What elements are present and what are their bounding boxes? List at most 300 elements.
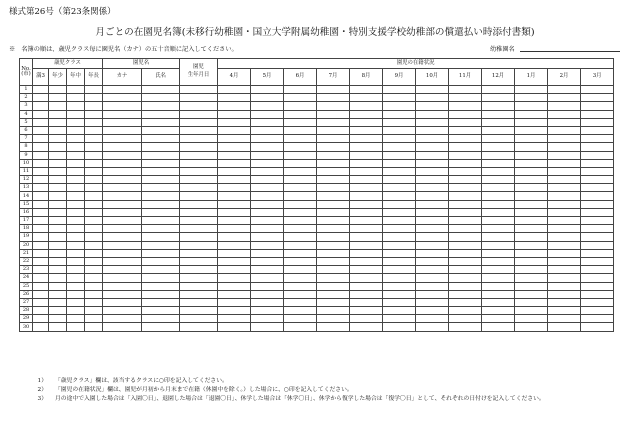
entry-cell[interactable] (581, 200, 614, 208)
entry-cell[interactable] (416, 208, 449, 216)
entry-cell[interactable] (49, 143, 67, 151)
entry-cell[interactable] (85, 233, 103, 241)
entry-cell[interactable] (251, 290, 284, 298)
entry-cell[interactable] (317, 184, 350, 192)
entry-cell[interactable] (67, 151, 85, 159)
entry-cell[interactable] (548, 159, 581, 167)
entry-cell[interactable] (317, 135, 350, 143)
kindergarten-name-field[interactable] (520, 51, 620, 52)
entry-cell[interactable] (142, 307, 180, 315)
entry-cell[interactable] (49, 315, 67, 323)
entry-cell[interactable] (67, 249, 85, 257)
entry-cell[interactable] (284, 233, 317, 241)
entry-cell[interactable] (67, 217, 85, 225)
entry-cell[interactable] (317, 126, 350, 134)
entry-cell[interactable] (581, 274, 614, 282)
entry-cell[interactable] (581, 241, 614, 249)
entry-cell[interactable] (581, 323, 614, 331)
entry-cell[interactable] (142, 233, 180, 241)
entry-cell[interactable] (548, 298, 581, 306)
entry-cell[interactable] (350, 126, 383, 134)
entry-cell[interactable] (383, 110, 416, 118)
entry-cell[interactable] (49, 241, 67, 249)
entry-cell[interactable] (218, 208, 251, 216)
entry-cell[interactable] (383, 282, 416, 290)
entry-cell[interactable] (515, 94, 548, 102)
entry-cell[interactable] (142, 241, 180, 249)
entry-cell[interactable] (416, 233, 449, 241)
entry-cell[interactable] (103, 298, 142, 306)
entry-cell[interactable] (515, 159, 548, 167)
entry-cell[interactable] (85, 217, 103, 225)
entry-cell[interactable] (383, 167, 416, 175)
entry-cell[interactable] (218, 257, 251, 265)
entry-cell[interactable] (284, 176, 317, 184)
entry-cell[interactable] (142, 208, 180, 216)
entry-cell[interactable] (49, 86, 67, 94)
entry-cell[interactable] (350, 135, 383, 143)
entry-cell[interactable] (85, 282, 103, 290)
entry-cell[interactable] (251, 208, 284, 216)
entry-cell[interactable] (67, 323, 85, 331)
entry-cell[interactable] (383, 241, 416, 249)
entry-cell[interactable] (85, 192, 103, 200)
entry-cell[interactable] (515, 217, 548, 225)
entry-cell[interactable] (284, 217, 317, 225)
entry-cell[interactable] (284, 298, 317, 306)
entry-cell[interactable] (180, 208, 218, 216)
entry-cell[interactable] (548, 233, 581, 241)
entry-cell[interactable] (284, 118, 317, 126)
entry-cell[interactable] (33, 266, 49, 274)
entry-cell[interactable] (482, 266, 515, 274)
entry-cell[interactable] (482, 167, 515, 175)
entry-cell[interactable] (49, 110, 67, 118)
entry-cell[interactable] (33, 102, 49, 110)
entry-cell[interactable] (218, 167, 251, 175)
entry-cell[interactable] (103, 323, 142, 331)
entry-cell[interactable] (103, 249, 142, 257)
entry-cell[interactable] (317, 274, 350, 282)
entry-cell[interactable] (383, 233, 416, 241)
entry-cell[interactable] (33, 94, 49, 102)
entry-cell[interactable] (515, 208, 548, 216)
entry-cell[interactable] (142, 290, 180, 298)
entry-cell[interactable] (180, 151, 218, 159)
entry-cell[interactable] (482, 176, 515, 184)
entry-cell[interactable] (548, 184, 581, 192)
entry-cell[interactable] (33, 184, 49, 192)
entry-cell[interactable] (449, 192, 482, 200)
entry-cell[interactable] (515, 176, 548, 184)
entry-cell[interactable] (67, 135, 85, 143)
entry-cell[interactable] (85, 274, 103, 282)
entry-cell[interactable] (317, 241, 350, 249)
entry-cell[interactable] (416, 249, 449, 257)
entry-cell[interactable] (33, 307, 49, 315)
entry-cell[interactable] (383, 94, 416, 102)
entry-cell[interactable] (67, 118, 85, 126)
entry-cell[interactable] (449, 307, 482, 315)
entry-cell[interactable] (515, 266, 548, 274)
entry-cell[interactable] (317, 282, 350, 290)
entry-cell[interactable] (85, 167, 103, 175)
entry-cell[interactable] (103, 266, 142, 274)
entry-cell[interactable] (416, 217, 449, 225)
entry-cell[interactable] (515, 323, 548, 331)
entry-cell[interactable] (548, 135, 581, 143)
entry-cell[interactable] (142, 225, 180, 233)
entry-cell[interactable] (85, 208, 103, 216)
entry-cell[interactable] (251, 102, 284, 110)
entry-cell[interactable] (67, 159, 85, 167)
entry-cell[interactable] (218, 192, 251, 200)
entry-cell[interactable] (218, 290, 251, 298)
entry-cell[interactable] (284, 274, 317, 282)
entry-cell[interactable] (103, 184, 142, 192)
entry-cell[interactable] (33, 86, 49, 94)
entry-cell[interactable] (449, 249, 482, 257)
entry-cell[interactable] (482, 192, 515, 200)
entry-cell[interactable] (33, 118, 49, 126)
entry-cell[interactable] (515, 315, 548, 323)
entry-cell[interactable] (416, 86, 449, 94)
entry-cell[interactable] (350, 110, 383, 118)
entry-cell[interactable] (103, 192, 142, 200)
entry-cell[interactable] (251, 143, 284, 151)
entry-cell[interactable] (49, 94, 67, 102)
entry-cell[interactable] (449, 159, 482, 167)
entry-cell[interactable] (350, 94, 383, 102)
entry-cell[interactable] (218, 241, 251, 249)
entry-cell[interactable] (251, 110, 284, 118)
entry-cell[interactable] (103, 315, 142, 323)
entry-cell[interactable] (251, 233, 284, 241)
entry-cell[interactable] (85, 94, 103, 102)
entry-cell[interactable] (383, 266, 416, 274)
entry-cell[interactable] (350, 298, 383, 306)
entry-cell[interactable] (416, 167, 449, 175)
entry-cell[interactable] (383, 135, 416, 143)
entry-cell[interactable] (383, 225, 416, 233)
entry-cell[interactable] (180, 159, 218, 167)
entry-cell[interactable] (383, 192, 416, 200)
entry-cell[interactable] (103, 241, 142, 249)
entry-cell[interactable] (350, 86, 383, 94)
entry-cell[interactable] (218, 102, 251, 110)
entry-cell[interactable] (350, 167, 383, 175)
entry-cell[interactable] (180, 143, 218, 151)
entry-cell[interactable] (449, 208, 482, 216)
entry-cell[interactable] (482, 290, 515, 298)
entry-cell[interactable] (317, 298, 350, 306)
entry-cell[interactable] (317, 315, 350, 323)
entry-cell[interactable] (142, 118, 180, 126)
entry-cell[interactable] (33, 135, 49, 143)
entry-cell[interactable] (581, 143, 614, 151)
entry-cell[interactable] (581, 167, 614, 175)
entry-cell[interactable] (581, 94, 614, 102)
entry-cell[interactable] (85, 126, 103, 134)
entry-cell[interactable] (317, 266, 350, 274)
entry-cell[interactable] (350, 315, 383, 323)
entry-cell[interactable] (482, 126, 515, 134)
entry-cell[interactable] (142, 184, 180, 192)
entry-cell[interactable] (416, 307, 449, 315)
entry-cell[interactable] (482, 225, 515, 233)
entry-cell[interactable] (218, 118, 251, 126)
entry-cell[interactable] (515, 143, 548, 151)
entry-cell[interactable] (103, 225, 142, 233)
entry-cell[interactable] (33, 143, 49, 151)
entry-cell[interactable] (85, 184, 103, 192)
entry-cell[interactable] (49, 323, 67, 331)
entry-cell[interactable] (581, 249, 614, 257)
entry-cell[interactable] (67, 208, 85, 216)
entry-cell[interactable] (383, 208, 416, 216)
entry-cell[interactable] (515, 298, 548, 306)
entry-cell[interactable] (180, 307, 218, 315)
entry-cell[interactable] (103, 257, 142, 265)
entry-cell[interactable] (581, 102, 614, 110)
entry-cell[interactable] (33, 274, 49, 282)
entry-cell[interactable] (251, 249, 284, 257)
entry-cell[interactable] (251, 151, 284, 159)
entry-cell[interactable] (350, 290, 383, 298)
entry-cell[interactable] (49, 118, 67, 126)
entry-cell[interactable] (142, 167, 180, 175)
entry-cell[interactable] (383, 290, 416, 298)
entry-cell[interactable] (416, 118, 449, 126)
entry-cell[interactable] (218, 184, 251, 192)
entry-cell[interactable] (416, 315, 449, 323)
entry-cell[interactable] (416, 282, 449, 290)
entry-cell[interactable] (142, 282, 180, 290)
entry-cell[interactable] (67, 307, 85, 315)
entry-cell[interactable] (317, 159, 350, 167)
entry-cell[interactable] (383, 323, 416, 331)
entry-cell[interactable] (33, 176, 49, 184)
entry-cell[interactable] (515, 307, 548, 315)
entry-cell[interactable] (449, 290, 482, 298)
entry-cell[interactable] (67, 102, 85, 110)
entry-cell[interactable] (33, 241, 49, 249)
entry-cell[interactable] (317, 290, 350, 298)
entry-cell[interactable] (218, 159, 251, 167)
entry-cell[interactable] (350, 208, 383, 216)
entry-cell[interactable] (515, 118, 548, 126)
entry-cell[interactable] (317, 192, 350, 200)
entry-cell[interactable] (33, 290, 49, 298)
entry-cell[interactable] (383, 298, 416, 306)
entry-cell[interactable] (284, 192, 317, 200)
entry-cell[interactable] (33, 110, 49, 118)
entry-cell[interactable] (218, 135, 251, 143)
entry-cell[interactable] (85, 86, 103, 94)
entry-cell[interactable] (317, 200, 350, 208)
entry-cell[interactable] (251, 167, 284, 175)
entry-cell[interactable] (85, 176, 103, 184)
entry-cell[interactable] (482, 233, 515, 241)
entry-cell[interactable] (317, 102, 350, 110)
entry-cell[interactable] (49, 102, 67, 110)
entry-cell[interactable] (482, 282, 515, 290)
entry-cell[interactable] (581, 151, 614, 159)
entry-cell[interactable] (49, 249, 67, 257)
entry-cell[interactable] (180, 315, 218, 323)
entry-cell[interactable] (548, 274, 581, 282)
entry-cell[interactable] (449, 323, 482, 331)
entry-cell[interactable] (284, 315, 317, 323)
entry-cell[interactable] (33, 192, 49, 200)
entry-cell[interactable] (142, 217, 180, 225)
entry-cell[interactable] (49, 151, 67, 159)
entry-cell[interactable] (482, 143, 515, 151)
entry-cell[interactable] (515, 249, 548, 257)
entry-cell[interactable] (482, 184, 515, 192)
entry-cell[interactable] (515, 233, 548, 241)
entry-cell[interactable] (383, 249, 416, 257)
entry-cell[interactable] (103, 200, 142, 208)
entry-cell[interactable] (49, 135, 67, 143)
entry-cell[interactable] (85, 102, 103, 110)
entry-cell[interactable] (317, 208, 350, 216)
entry-cell[interactable] (548, 102, 581, 110)
entry-cell[interactable] (515, 126, 548, 134)
entry-cell[interactable] (33, 217, 49, 225)
entry-cell[interactable] (67, 176, 85, 184)
entry-cell[interactable] (142, 323, 180, 331)
entry-cell[interactable] (180, 249, 218, 257)
entry-cell[interactable] (581, 282, 614, 290)
entry-cell[interactable] (416, 266, 449, 274)
entry-cell[interactable] (180, 118, 218, 126)
entry-cell[interactable] (180, 282, 218, 290)
entry-cell[interactable] (49, 233, 67, 241)
entry-cell[interactable] (142, 86, 180, 94)
entry-cell[interactable] (350, 282, 383, 290)
entry-cell[interactable] (180, 290, 218, 298)
entry-cell[interactable] (180, 135, 218, 143)
entry-cell[interactable] (49, 274, 67, 282)
entry-cell[interactable] (103, 176, 142, 184)
entry-cell[interactable] (449, 274, 482, 282)
entry-cell[interactable] (67, 233, 85, 241)
entry-cell[interactable] (284, 151, 317, 159)
entry-cell[interactable] (33, 159, 49, 167)
entry-cell[interactable] (548, 282, 581, 290)
entry-cell[interactable] (284, 159, 317, 167)
entry-cell[interactable] (218, 307, 251, 315)
entry-cell[interactable] (49, 126, 67, 134)
entry-cell[interactable] (350, 249, 383, 257)
entry-cell[interactable] (317, 110, 350, 118)
entry-cell[interactable] (180, 184, 218, 192)
entry-cell[interactable] (67, 266, 85, 274)
entry-cell[interactable] (180, 86, 218, 94)
entry-cell[interactable] (218, 233, 251, 241)
entry-cell[interactable] (142, 192, 180, 200)
entry-cell[interactable] (548, 225, 581, 233)
entry-cell[interactable] (218, 126, 251, 134)
entry-cell[interactable] (180, 167, 218, 175)
entry-cell[interactable] (67, 94, 85, 102)
entry-cell[interactable] (482, 274, 515, 282)
entry-cell[interactable] (49, 307, 67, 315)
entry-cell[interactable] (317, 94, 350, 102)
entry-cell[interactable] (548, 200, 581, 208)
entry-cell[interactable] (482, 135, 515, 143)
entry-cell[interactable] (482, 118, 515, 126)
entry-cell[interactable] (548, 118, 581, 126)
entry-cell[interactable] (350, 118, 383, 126)
entry-cell[interactable] (350, 233, 383, 241)
entry-cell[interactable] (350, 159, 383, 167)
entry-cell[interactable] (581, 257, 614, 265)
entry-cell[interactable] (581, 307, 614, 315)
entry-cell[interactable] (416, 225, 449, 233)
entry-cell[interactable] (482, 249, 515, 257)
entry-cell[interactable] (103, 307, 142, 315)
entry-cell[interactable] (383, 159, 416, 167)
entry-cell[interactable] (142, 151, 180, 159)
entry-cell[interactable] (284, 143, 317, 151)
entry-cell[interactable] (49, 176, 67, 184)
entry-cell[interactable] (284, 200, 317, 208)
entry-cell[interactable] (49, 257, 67, 265)
entry-cell[interactable] (251, 266, 284, 274)
entry-cell[interactable] (142, 110, 180, 118)
entry-cell[interactable] (218, 266, 251, 274)
entry-cell[interactable] (449, 266, 482, 274)
entry-cell[interactable] (180, 110, 218, 118)
entry-cell[interactable] (482, 151, 515, 159)
entry-cell[interactable] (67, 290, 85, 298)
entry-cell[interactable] (103, 118, 142, 126)
entry-cell[interactable] (515, 192, 548, 200)
entry-cell[interactable] (142, 315, 180, 323)
entry-cell[interactable] (548, 86, 581, 94)
entry-cell[interactable] (218, 323, 251, 331)
entry-cell[interactable] (317, 233, 350, 241)
entry-cell[interactable] (85, 249, 103, 257)
entry-cell[interactable] (67, 200, 85, 208)
entry-cell[interactable] (482, 110, 515, 118)
entry-cell[interactable] (482, 315, 515, 323)
entry-cell[interactable] (350, 176, 383, 184)
entry-cell[interactable] (251, 200, 284, 208)
entry-cell[interactable] (284, 307, 317, 315)
entry-cell[interactable] (350, 241, 383, 249)
entry-cell[interactable] (449, 143, 482, 151)
entry-cell[interactable] (85, 257, 103, 265)
entry-cell[interactable] (103, 233, 142, 241)
entry-cell[interactable] (49, 208, 67, 216)
entry-cell[interactable] (383, 143, 416, 151)
entry-cell[interactable] (218, 110, 251, 118)
entry-cell[interactable] (85, 151, 103, 159)
entry-cell[interactable] (383, 200, 416, 208)
entry-cell[interactable] (49, 167, 67, 175)
entry-cell[interactable] (142, 249, 180, 257)
entry-cell[interactable] (383, 176, 416, 184)
entry-cell[interactable] (33, 208, 49, 216)
entry-cell[interactable] (515, 290, 548, 298)
entry-cell[interactable] (581, 217, 614, 225)
entry-cell[interactable] (449, 118, 482, 126)
entry-cell[interactable] (251, 257, 284, 265)
entry-cell[interactable] (581, 315, 614, 323)
